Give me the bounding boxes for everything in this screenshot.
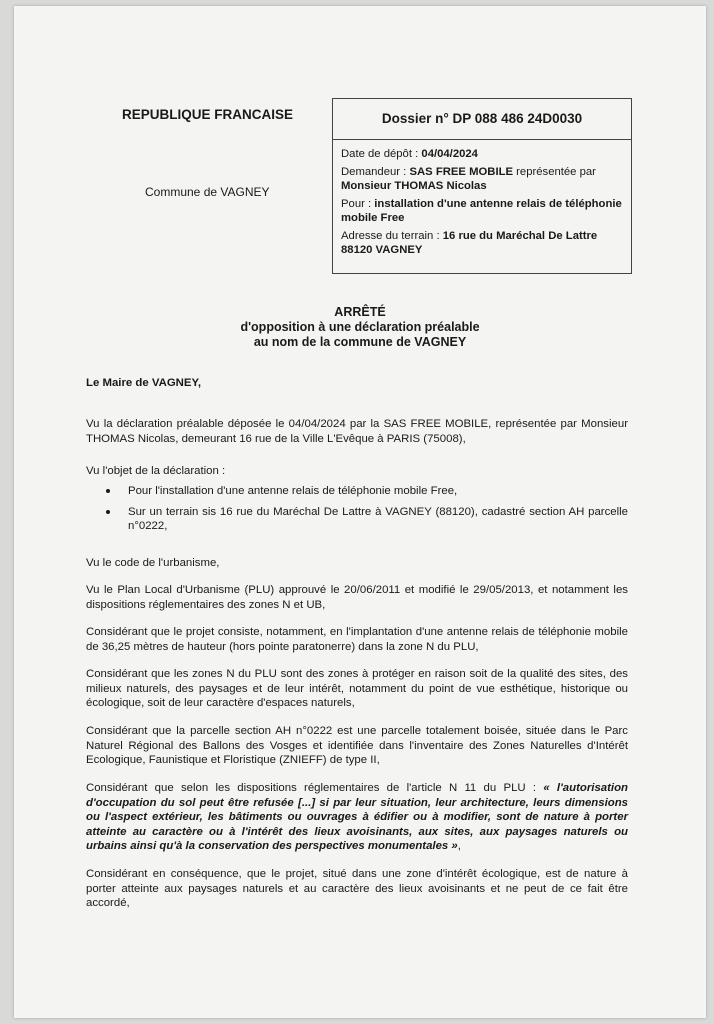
pour-value: installation d'une antenne relais de téléphonie mobile Free xyxy=(341,197,622,224)
arrete-subtitle-1: d'opposition à une déclaration préalable xyxy=(240,320,480,334)
considerant-4-intro: Considérant que selon les dispositions réglementaires de l'article N 11 du PLU : xyxy=(86,782,544,794)
adresse-value: 16 rue du Maréchal De Lattre xyxy=(442,229,598,242)
vu-plu: Vu le Plan Local d'Urbanisme (PLU) approuvé le 20/06/2011 et modifié le 29/05/2013, et notamment les dispositions réglementaires des zones N et UB, xyxy=(86,584,628,611)
adresse-label: Adresse du terrain : xyxy=(341,229,443,242)
bullet-icon xyxy=(106,489,110,493)
bullet-text: Pour l'installation d'une antenne relais de téléphonie mobile Free, xyxy=(128,485,458,497)
considerant-5: Considérant en conséquence, que le projet, situé dans une zone d'intérêt écologique, est de nature à porter atteinte aux paysages naturels et au caractère des lieux avoisinants et ne peut de ce fait être accordé, xyxy=(86,868,628,909)
maire-heading: Le Maire de VAGNEY, xyxy=(86,377,201,389)
date-value: 04/04/2024 xyxy=(421,148,478,160)
considerant-4 xyxy=(86,781,628,854)
considerant-3: Considérant que la parcelle section AH n°0222 est une parcelle totalement boisée, située dans le Parc Naturel Régional des Ballons des Vosges et identifiée dans l'inventaire des Zones Naturelles d'Intérêt Ecologique, Faunistique et Floristique (ZNIEFF) de type II, xyxy=(86,725,628,766)
date-label: Date de dépôt : xyxy=(341,148,422,160)
list-item xyxy=(104,505,628,534)
dossier-details xyxy=(333,140,631,258)
list-item xyxy=(104,484,628,499)
pour-label: Pour : xyxy=(341,197,375,210)
dossier-pour-row xyxy=(341,197,623,226)
vu-objet: Vu l'objet de la déclaration : xyxy=(86,465,226,477)
considerant-1: Considérant que le projet consiste, notamment, en l'implantation d'une antenne relais de téléphonie mobile de 36,25 mètres de hauteur (hors pointe paratonerre) dans la zone N du PLU, xyxy=(86,626,628,653)
commune-label: Commune de VAGNEY xyxy=(145,185,270,199)
dossier-box xyxy=(332,98,632,274)
demandeur-value: SAS FREE MOBILE xyxy=(409,165,514,178)
bullet-icon xyxy=(106,510,110,514)
dossier-date-row xyxy=(341,147,623,162)
arrete-subtitle-2: au nom de la commune de VAGNEY xyxy=(253,335,467,349)
objet-bullet-list xyxy=(104,484,628,540)
document-page xyxy=(14,6,706,1018)
dossier-adresse-row xyxy=(341,229,623,258)
arrete-title: ARRÊTÉ xyxy=(334,305,386,319)
vu-code: Vu le code de l'urbanisme, xyxy=(86,557,220,569)
adresse-city: 88120 VAGNEY xyxy=(341,244,423,256)
demandeur-suffix: représentée par xyxy=(513,165,596,178)
republique-heading: REPUBLIQUE FRANCAISE xyxy=(122,107,294,122)
dossier-demandeur-row xyxy=(341,165,623,194)
considerant-4-quote: « l'autorisation d'occupation du sol peut être refusée [...] si par leur situation, leur architecture, leurs dimensions ou l'aspect extérieur, les bâtiments ou ouvrages à édifier ou à modifier, sont de nature à porter atteinte au caractère ou à l'intérêt des lieux avoisinants, aux sites, aux paysages naturels ou urbains ainsi qu'à la conservation des perspectives monumentales » xyxy=(86,782,628,852)
vu-declaration: Vu la déclaration préalable déposée le 04/04/2024 par la SAS FREE MOBILE, représentée par Monsieur THOMAS Nicolas, demeurant 16 rue de la Ville L'Evêque à PARIS (75008), xyxy=(86,418,628,445)
bullet-text: Sur un terrain sis 16 rue du Maréchal De Lattre à VAGNEY (88120), cadastré section AH parcelle n°0222, xyxy=(128,505,628,532)
demandeur-name: Monsieur THOMAS Nicolas xyxy=(341,180,487,192)
demandeur-label: Demandeur : xyxy=(341,165,410,178)
considerant-2: Considérant que les zones N du PLU sont des zones à protéger en raison soit de la qualité des sites, des milieux naturels, des paysages et de leur intérêt, notamment du point de vue esthétique, historique ou écologique, soit de leur caractère d'espaces naturels, xyxy=(86,668,628,709)
considerant-4-end: , xyxy=(457,840,461,852)
dossier-number: Dossier n° DP 088 486 24D0030 xyxy=(333,99,631,140)
